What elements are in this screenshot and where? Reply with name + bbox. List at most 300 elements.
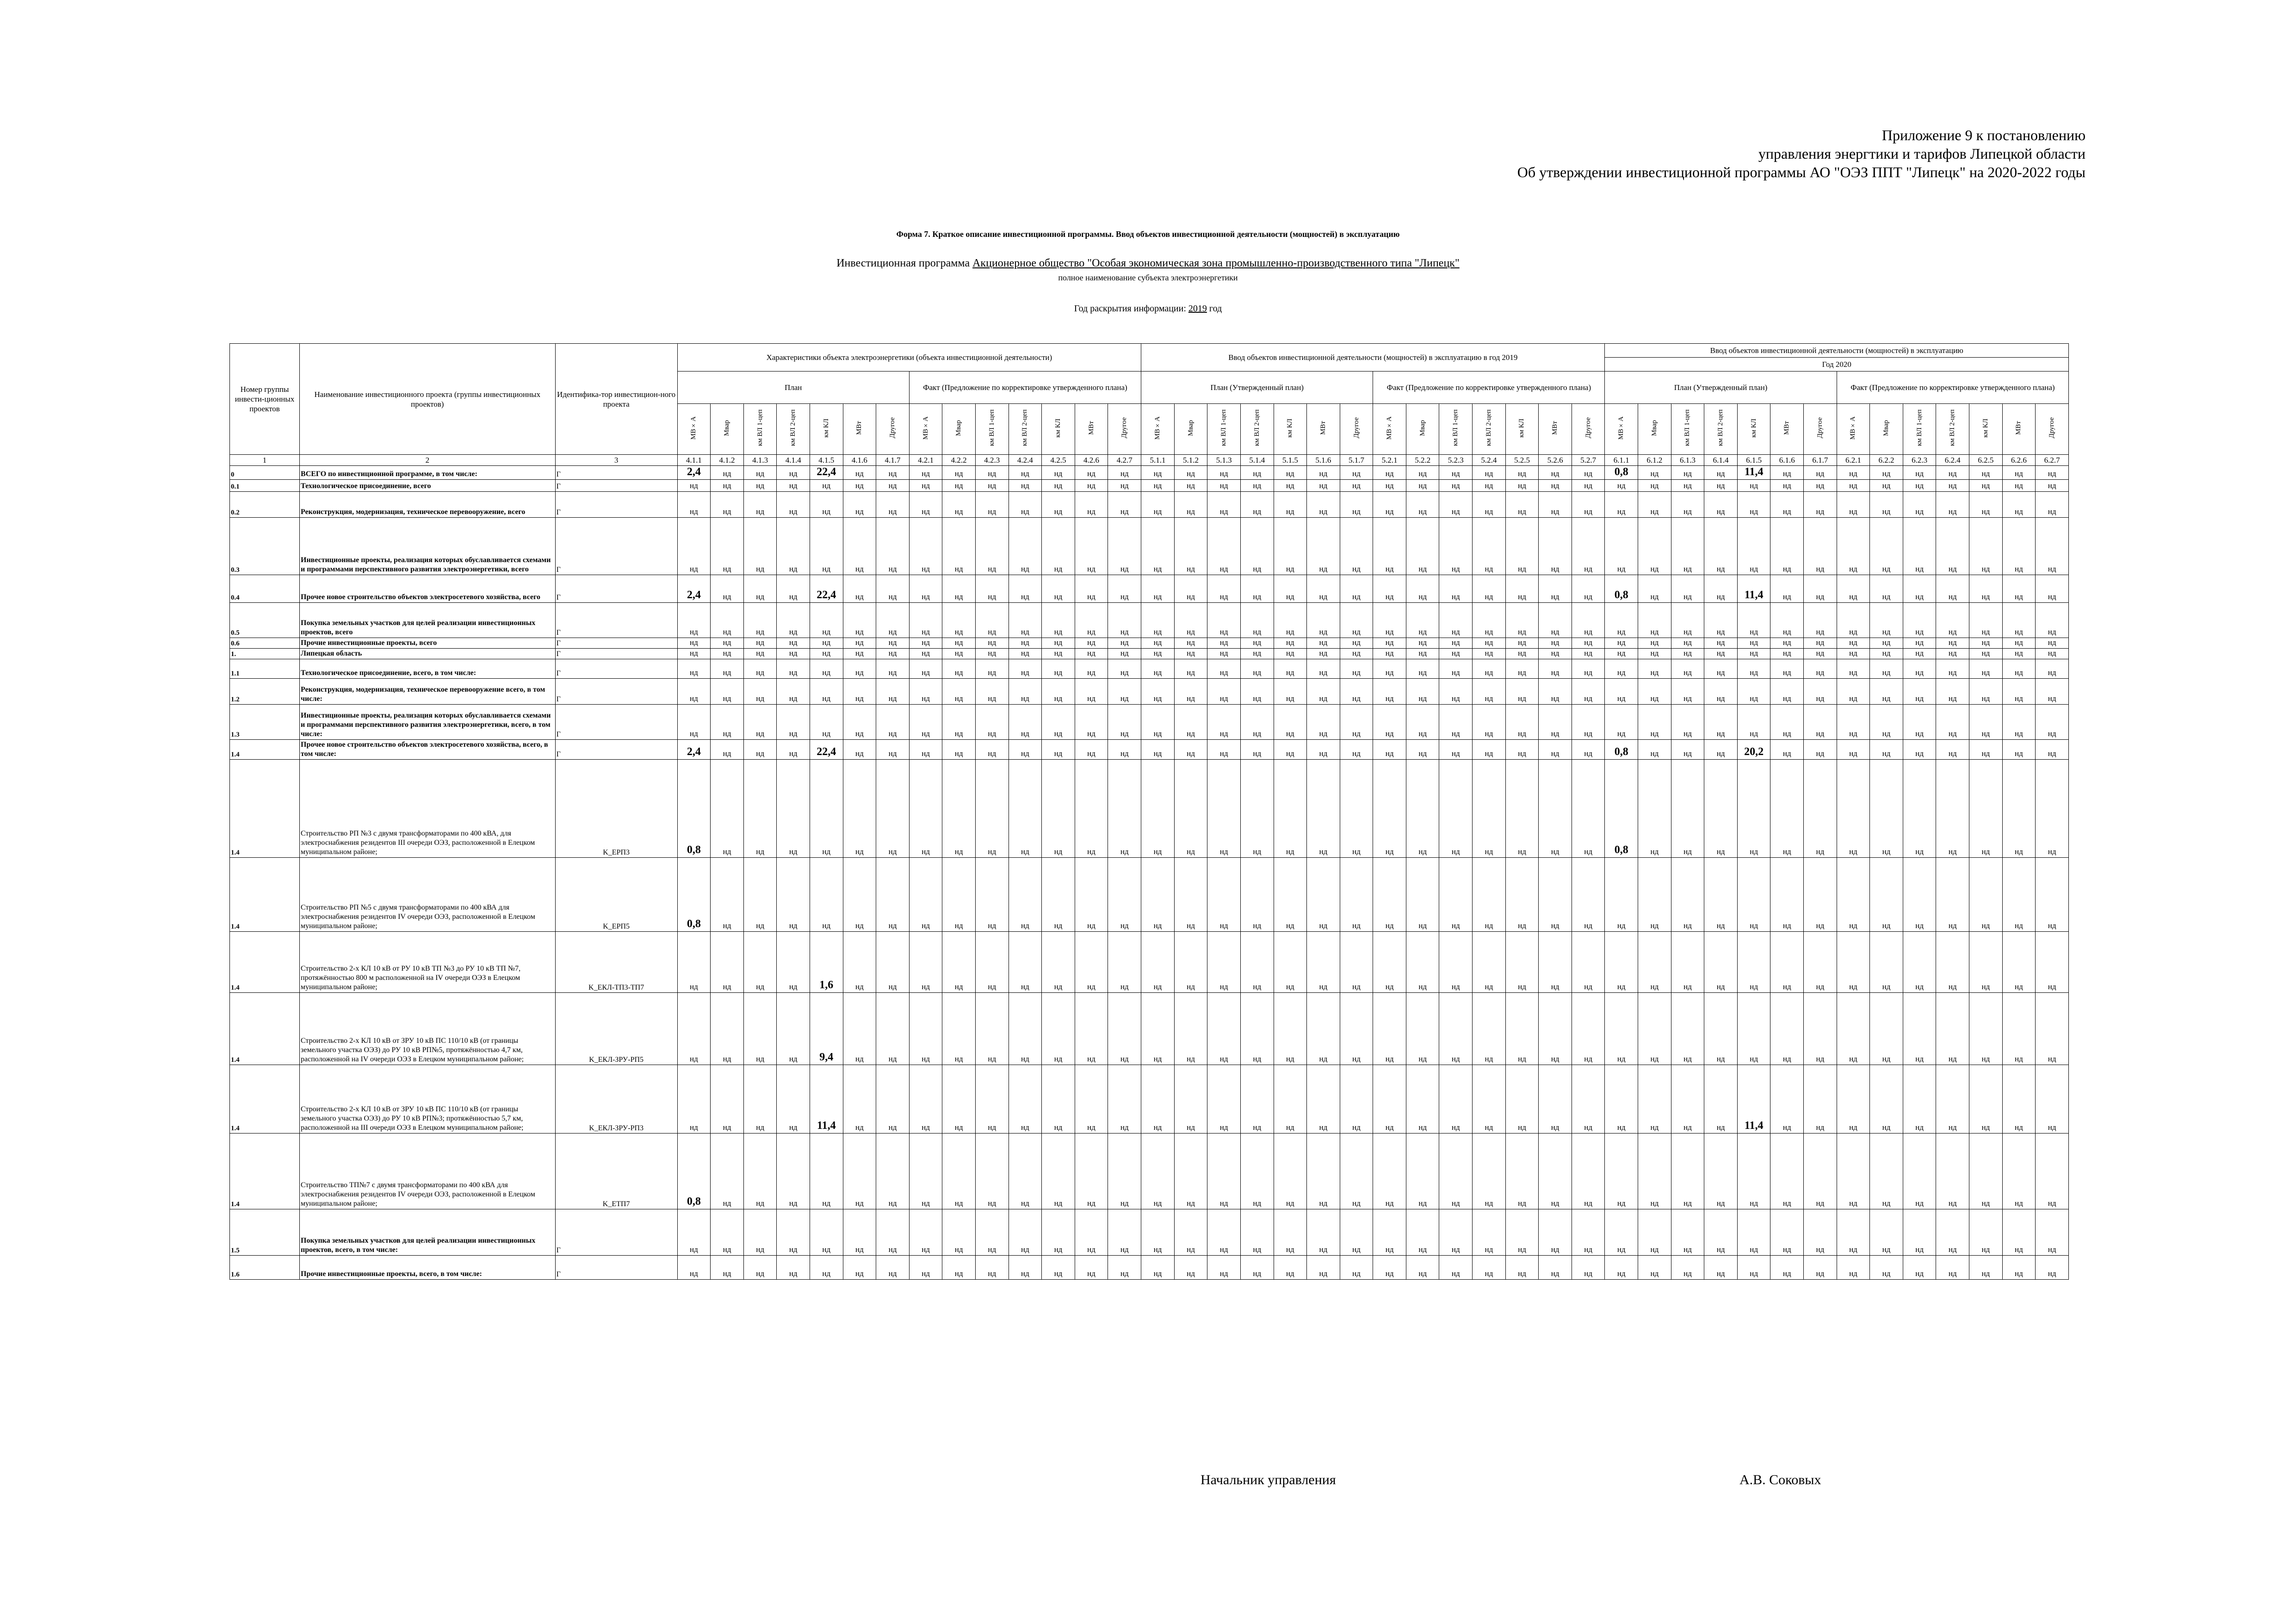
value-cell: нд bbox=[1141, 679, 1175, 705]
value-cell: нд bbox=[810, 858, 843, 932]
value-cell: нд bbox=[711, 659, 744, 679]
value-cell: нд bbox=[843, 575, 876, 603]
value-cell: нд bbox=[2036, 1134, 2069, 1209]
value-cell: нд bbox=[975, 679, 1009, 705]
value-cell: 1,6 bbox=[810, 932, 843, 993]
value-cell: нд bbox=[1969, 492, 2003, 518]
project-name: Инвестиционные проекты, реализация которых обуславливается схемами и программами перспективного развития электроэнергетики, всего, в том числе: bbox=[300, 705, 556, 740]
value-cell: нд bbox=[1539, 649, 1572, 659]
value-cell: нд bbox=[677, 638, 711, 649]
disclosure-year: 2019 bbox=[1188, 304, 1207, 314]
value-cell: нд bbox=[1075, 932, 1108, 993]
header-unit bbox=[1969, 404, 2003, 455]
value-cell: нд bbox=[1505, 466, 1539, 480]
value-cell: нд bbox=[1240, 603, 1274, 638]
value-cell: нд bbox=[1870, 480, 1903, 492]
value-cell: нд bbox=[1969, 1256, 2003, 1280]
value-cell: нд bbox=[1108, 932, 1141, 993]
value-cell: нд bbox=[1903, 659, 1936, 679]
value-cell: нд bbox=[1473, 858, 1506, 932]
value-cell: нд bbox=[1274, 638, 1307, 649]
value-cell: нд bbox=[876, 993, 910, 1065]
column-number: 5.1.6 bbox=[1307, 455, 1340, 466]
value-cell: нд bbox=[2036, 492, 2069, 518]
value-cell: нд bbox=[1009, 480, 1042, 492]
value-cell: нд bbox=[909, 1065, 942, 1134]
header-unit-label: МВ×А bbox=[1849, 416, 1857, 440]
value-cell: нд bbox=[1473, 638, 1506, 649]
value-cell: нд bbox=[1373, 575, 1406, 603]
value-cell: нд bbox=[975, 638, 1009, 649]
value-cell: нд bbox=[2002, 932, 2036, 993]
value-cell: нд bbox=[1539, 705, 1572, 740]
value-cell: нд bbox=[1804, 1134, 1837, 1209]
disclosure-year-line bbox=[0, 304, 2296, 314]
value-cell: нд bbox=[1572, 1209, 1605, 1256]
disclosure-label: Год раскрытия информации: bbox=[1074, 304, 1186, 314]
value-cell: нд bbox=[876, 638, 910, 649]
value-cell: нд bbox=[1737, 603, 1770, 638]
value-cell: нд bbox=[1108, 760, 1141, 858]
table-row bbox=[230, 492, 2069, 518]
value-cell: нд bbox=[2002, 1209, 2036, 1256]
value-cell: нд bbox=[2002, 659, 2036, 679]
value-cell: нд bbox=[1307, 518, 1340, 575]
value-cell: нд bbox=[1108, 518, 1141, 575]
value-cell: нд bbox=[1240, 858, 1274, 932]
header-unit bbox=[975, 404, 1009, 455]
header-unit-label: Другое bbox=[1816, 417, 1824, 439]
value-cell: нд bbox=[1770, 659, 1804, 679]
value-cell: нд bbox=[2036, 1065, 2069, 1134]
value-cell: нд bbox=[1240, 518, 1274, 575]
value-cell: нд bbox=[1605, 705, 1638, 740]
value-cell: нд bbox=[777, 1065, 810, 1134]
header-unit bbox=[1704, 404, 1738, 455]
value-cell: нд bbox=[1539, 603, 1572, 638]
header-col-identifier: Идентифика-тор инвестицион-ного проекта bbox=[555, 344, 677, 455]
value-cell: нд bbox=[1075, 740, 1108, 760]
value-cell: нд bbox=[1770, 603, 1804, 638]
column-number: 4.2.5 bbox=[1042, 455, 1075, 466]
value-cell: нд bbox=[1240, 760, 1274, 858]
value-cell: нд bbox=[2036, 518, 2069, 575]
value-cell: нд bbox=[1671, 480, 1704, 492]
value-cell: нд bbox=[1704, 932, 1738, 993]
project-name: Технологическое присоединение, всего bbox=[300, 480, 556, 492]
value-cell: нд bbox=[1605, 638, 1638, 649]
value-cell: нд bbox=[1837, 466, 1870, 480]
value-cell: нд bbox=[1274, 518, 1307, 575]
value-cell: нд bbox=[1572, 659, 1605, 679]
value-cell: нд bbox=[1274, 679, 1307, 705]
value-cell: нд bbox=[1439, 466, 1473, 480]
project-identifier: K_ЕТП7 bbox=[555, 1134, 677, 1209]
value-cell: нд bbox=[1141, 492, 1175, 518]
row-number: 0.3 bbox=[230, 518, 300, 575]
value-cell: нд bbox=[1704, 492, 1738, 518]
value-cell: нд bbox=[1572, 679, 1605, 705]
value-cell: нд bbox=[711, 575, 744, 603]
value-cell: нд bbox=[1870, 518, 1903, 575]
value-cell: нд bbox=[1704, 603, 1738, 638]
value-cell: 0,8 bbox=[677, 858, 711, 932]
value-cell: нд bbox=[1638, 480, 1671, 492]
value-cell: нд bbox=[743, 575, 777, 603]
value-cell: нд bbox=[1505, 480, 1539, 492]
value-cell: нд bbox=[909, 760, 942, 858]
value-cell: нд bbox=[1505, 858, 1539, 932]
value-cell: нд bbox=[1274, 705, 1307, 740]
value-cell: нд bbox=[1207, 858, 1241, 932]
value-cell: нд bbox=[677, 993, 711, 1065]
value-cell: нд bbox=[843, 1065, 876, 1134]
value-cell: нд bbox=[1340, 705, 1373, 740]
header-unit-label: Мвар bbox=[1187, 420, 1194, 436]
value-cell: нд bbox=[1903, 649, 1936, 659]
value-cell: нд bbox=[1704, 638, 1738, 649]
header-unit bbox=[1307, 404, 1340, 455]
value-cell: нд bbox=[1274, 760, 1307, 858]
value-cell: нд bbox=[843, 480, 876, 492]
project-name: Строительство 2-х КЛ 10 кВ от РУ 10 кВ ТП №3 до РУ 10 кВ ТП №7, протяжённостью 800 м расположенной на IV очереди ОЭЗ в Елецком муниципальном районе; bbox=[300, 932, 556, 993]
value-cell: нд bbox=[1770, 858, 1804, 932]
value-cell: нд bbox=[1373, 1209, 1406, 1256]
header-unit bbox=[1870, 404, 1903, 455]
project-name: Покупка земельных участков для целей реализации инвестиционных проектов, всего, в том числе: bbox=[300, 1209, 556, 1256]
value-cell: нд bbox=[1108, 480, 1141, 492]
program-sublabel: полное наименование субъекта электроэнергетики bbox=[1058, 273, 1238, 282]
value-cell: нд bbox=[876, 492, 910, 518]
value-cell: нд bbox=[1572, 466, 1605, 480]
value-cell: нд bbox=[1373, 466, 1406, 480]
project-name: Строительство РП №5 с двумя трансформаторами по 400 кВА для электроснабжения резидентов IV очереди ОЭЗ, расположенной в Елецком муниципальном районе; bbox=[300, 858, 556, 932]
value-cell: нд bbox=[1009, 466, 1042, 480]
column-number: 4.1.5 bbox=[810, 455, 843, 466]
value-cell: 11,4 bbox=[1737, 466, 1770, 480]
value-cell: нд bbox=[1174, 1065, 1207, 1134]
program-prefix: Инвестиционная программа bbox=[836, 257, 970, 269]
project-name: ВСЕГО по инвестиционной программе, в том числе: bbox=[300, 466, 556, 480]
value-cell: нд bbox=[1473, 603, 1506, 638]
value-cell: нд bbox=[711, 705, 744, 740]
column-number: 4.2.2 bbox=[942, 455, 976, 466]
value-cell: нд bbox=[909, 858, 942, 932]
value-cell: нд bbox=[1870, 1065, 1903, 1134]
header-unit-label: Мвар bbox=[1650, 420, 1658, 436]
value-cell: нд bbox=[1638, 1209, 1671, 1256]
value-cell: нд bbox=[743, 492, 777, 518]
value-cell: 11,4 bbox=[1737, 575, 1770, 603]
value-cell: нд bbox=[1804, 1256, 1837, 1280]
project-name: Прочие инвестиционные проекты, всего, в том числе: bbox=[300, 1256, 556, 1280]
header-unit bbox=[1671, 404, 1704, 455]
value-cell: нд bbox=[909, 659, 942, 679]
value-cell: нд bbox=[677, 1256, 711, 1280]
value-cell: нд bbox=[1439, 760, 1473, 858]
value-cell: нд bbox=[1075, 575, 1108, 603]
header-unit-label: км ВЛ 1-цеп bbox=[1220, 409, 1228, 446]
header-unit bbox=[1373, 404, 1406, 455]
header-unit-label: км КЛ bbox=[1518, 418, 1526, 438]
value-cell: нд bbox=[2002, 993, 2036, 1065]
value-cell: нд bbox=[1439, 492, 1473, 518]
value-cell: нд bbox=[743, 1134, 777, 1209]
value-cell: нд bbox=[909, 480, 942, 492]
header-unit-label: МВ×А bbox=[1153, 416, 1161, 440]
column-number: 5.2.1 bbox=[1373, 455, 1406, 466]
value-cell: нд bbox=[1240, 480, 1274, 492]
header-unit-label: км ВЛ 2-цеп bbox=[1485, 409, 1492, 446]
header-unit-label: км КЛ bbox=[1286, 418, 1294, 438]
value-cell: нд bbox=[1804, 858, 1837, 932]
value-cell: нд bbox=[1075, 603, 1108, 638]
value-cell: нд bbox=[843, 492, 876, 518]
value-cell: нд bbox=[1903, 679, 1936, 705]
value-cell: нд bbox=[1770, 993, 1804, 1065]
value-cell: нд bbox=[942, 603, 976, 638]
value-cell: 0,8 bbox=[677, 760, 711, 858]
value-cell: нд bbox=[1207, 705, 1241, 740]
value-cell: нд bbox=[1969, 858, 2003, 932]
value-cell: нд bbox=[711, 603, 744, 638]
header-unit-label: Мвар bbox=[1418, 420, 1426, 436]
value-cell: нд bbox=[1704, 679, 1738, 705]
header-unit bbox=[1141, 404, 1175, 455]
column-number: 5.2.6 bbox=[1539, 455, 1572, 466]
header-unit bbox=[1075, 404, 1108, 455]
header-unit bbox=[1207, 404, 1241, 455]
header-unit-label: МВ×А bbox=[690, 416, 698, 440]
value-cell: нд bbox=[1340, 466, 1373, 480]
header-unit-label: Другое bbox=[888, 417, 896, 439]
value-cell: нд bbox=[2036, 760, 2069, 858]
value-cell: нд bbox=[1439, 858, 1473, 932]
value-cell: нд bbox=[1671, 466, 1704, 480]
table-row bbox=[230, 480, 2069, 492]
value-cell: нд bbox=[1936, 858, 1969, 932]
value-cell: нд bbox=[1075, 518, 1108, 575]
value-cell: нд bbox=[1307, 705, 1340, 740]
value-cell: нд bbox=[1903, 603, 1936, 638]
value-cell: нд bbox=[1042, 1065, 1075, 1134]
value-cell: нд bbox=[1770, 679, 1804, 705]
header-unit bbox=[777, 404, 810, 455]
value-cell: нд bbox=[1439, 575, 1473, 603]
header-unit-label: км ВЛ 2-цеп bbox=[1717, 409, 1725, 446]
value-cell: 11,4 bbox=[810, 1065, 843, 1134]
value-cell: нд bbox=[2036, 1209, 2069, 1256]
value-cell: нд bbox=[1804, 1065, 1837, 1134]
value-cell: нд bbox=[843, 603, 876, 638]
value-cell: нд bbox=[1240, 649, 1274, 659]
value-cell: нд bbox=[1473, 575, 1506, 603]
table-row bbox=[230, 1134, 2069, 1209]
header-unit-label: км ВЛ 2-цеп bbox=[789, 409, 797, 446]
value-cell: нд bbox=[1671, 649, 1704, 659]
value-cell: нд bbox=[1539, 466, 1572, 480]
value-cell: 0,8 bbox=[677, 1134, 711, 1209]
value-cell: нд bbox=[743, 659, 777, 679]
value-cell: нд bbox=[942, 492, 976, 518]
value-cell: нд bbox=[1903, 518, 1936, 575]
value-cell: нд bbox=[1605, 679, 1638, 705]
value-cell: нд bbox=[1837, 932, 1870, 993]
value-cell: нд bbox=[1207, 638, 1241, 649]
row-number: 1.2 bbox=[230, 679, 300, 705]
project-identifier: Г bbox=[555, 659, 677, 679]
value-cell: нд bbox=[1837, 679, 1870, 705]
value-cell: нд bbox=[1373, 603, 1406, 638]
value-cell: нд bbox=[1473, 1256, 1506, 1280]
value-cell: нд bbox=[1505, 492, 1539, 518]
table-row bbox=[230, 575, 2069, 603]
value-cell: нд bbox=[1804, 740, 1837, 760]
header-line-3: Об утверждении инвестиционной программы АО "ОЭЗ ППТ "Липецк" на 2020-2022 годы bbox=[1517, 164, 2086, 180]
value-cell: нд bbox=[1605, 492, 1638, 518]
value-cell: нд bbox=[1936, 705, 1969, 740]
value-cell: нд bbox=[942, 575, 976, 603]
value-cell: нд bbox=[1406, 858, 1439, 932]
value-cell: нд bbox=[1969, 659, 2003, 679]
value-cell: нд bbox=[1770, 638, 1804, 649]
value-cell: нд bbox=[1307, 480, 1340, 492]
value-cell: нд bbox=[1042, 649, 1075, 659]
value-cell: нд bbox=[711, 679, 744, 705]
project-name: Прочее новое строительство объектов электросетевого хозяйства, всего bbox=[300, 575, 556, 603]
header-unit-label: км КЛ bbox=[1054, 418, 1062, 438]
value-cell: нд bbox=[743, 932, 777, 993]
value-cell: нд bbox=[1473, 993, 1506, 1065]
value-cell: нд bbox=[1572, 480, 1605, 492]
value-cell: нд bbox=[1671, 638, 1704, 649]
row-number: 1.4 bbox=[230, 1134, 300, 1209]
column-number: 5.2.2 bbox=[1406, 455, 1439, 466]
column-number: 5.1.1 bbox=[1141, 455, 1175, 466]
value-cell: нд bbox=[876, 518, 910, 575]
header-col-name: Наименование инвестиционного проекта (группы инвестиционных проектов) bbox=[300, 344, 556, 455]
value-cell: нд bbox=[2002, 603, 2036, 638]
value-cell: нд bbox=[1473, 932, 1506, 993]
header-unit bbox=[1240, 404, 1274, 455]
value-cell: нд bbox=[1340, 1209, 1373, 1256]
value-cell: нд bbox=[777, 492, 810, 518]
value-cell: нд bbox=[1704, 518, 1738, 575]
value-cell: нд bbox=[1075, 993, 1108, 1065]
project-identifier: Г bbox=[555, 705, 677, 740]
value-cell: нд bbox=[1009, 1209, 1042, 1256]
value-cell: нд bbox=[1704, 480, 1738, 492]
value-cell: нд bbox=[1141, 1256, 1175, 1280]
value-cell: нд bbox=[1870, 659, 1903, 679]
value-cell: нд bbox=[1671, 1209, 1704, 1256]
value-cell: нд bbox=[1671, 1134, 1704, 1209]
value-cell: нд bbox=[1671, 518, 1704, 575]
value-cell: нд bbox=[1042, 705, 1075, 740]
value-cell: нд bbox=[1671, 1256, 1704, 1280]
value-cell: нд bbox=[1009, 1256, 1042, 1280]
value-cell: нд bbox=[1406, 575, 1439, 603]
value-cell: нд bbox=[975, 603, 1009, 638]
value-cell: нд bbox=[1406, 518, 1439, 575]
row-number: 0.6 bbox=[230, 638, 300, 649]
value-cell: нд bbox=[1704, 466, 1738, 480]
value-cell: нд bbox=[975, 1134, 1009, 1209]
value-cell: нд bbox=[1108, 1065, 1141, 1134]
value-cell: нд bbox=[876, 466, 910, 480]
table-row bbox=[230, 638, 2069, 649]
value-cell: нд bbox=[1671, 858, 1704, 932]
value-cell: нд bbox=[1770, 575, 1804, 603]
value-cell: нд bbox=[1042, 518, 1075, 575]
value-cell: нд bbox=[1936, 466, 1969, 480]
value-cell: нд bbox=[810, 603, 843, 638]
column-number: 5.2.4 bbox=[1473, 455, 1506, 466]
value-cell: нд bbox=[1572, 760, 1605, 858]
value-cell: нд bbox=[843, 518, 876, 575]
program-line bbox=[0, 257, 2296, 270]
value-cell: нд bbox=[1340, 993, 1373, 1065]
column-number: 6.2.7 bbox=[2036, 455, 2069, 466]
value-cell: нд bbox=[1141, 1134, 1175, 1209]
value-cell: нд bbox=[1108, 858, 1141, 932]
value-cell: нд bbox=[1406, 679, 1439, 705]
value-cell: нд bbox=[843, 705, 876, 740]
value-cell: нд bbox=[1936, 659, 1969, 679]
value-cell: нд bbox=[1804, 993, 1837, 1065]
column-number: 6.2.3 bbox=[1903, 455, 1936, 466]
value-cell: нд bbox=[1969, 603, 2003, 638]
value-cell: нд bbox=[2036, 659, 2069, 679]
value-cell: нд bbox=[743, 1256, 777, 1280]
row-number: 1.4 bbox=[230, 858, 300, 932]
value-cell: нд bbox=[843, 649, 876, 659]
value-cell: нд bbox=[1903, 575, 1936, 603]
value-cell: нд bbox=[1605, 1134, 1638, 1209]
value-cell: нд bbox=[1969, 679, 2003, 705]
value-cell: нд bbox=[1737, 1209, 1770, 1256]
value-cell: нд bbox=[777, 603, 810, 638]
value-cell: нд bbox=[1903, 705, 1936, 740]
value-cell: нд bbox=[909, 1256, 942, 1280]
value-cell: нд bbox=[677, 603, 711, 638]
value-cell: нд bbox=[1671, 993, 1704, 1065]
row-number: 0 bbox=[230, 466, 300, 480]
value-cell: нд bbox=[843, 858, 876, 932]
value-cell: нд bbox=[2036, 603, 2069, 638]
value-cell: нд bbox=[942, 1209, 976, 1256]
column-number: 6.2.4 bbox=[1936, 455, 1969, 466]
value-cell: нд bbox=[1936, 740, 1969, 760]
value-cell: нд bbox=[1141, 480, 1175, 492]
value-cell: нд bbox=[1671, 1065, 1704, 1134]
header-line-1: Приложение 9 к постановлению bbox=[1881, 127, 2086, 143]
value-cell: нд bbox=[711, 492, 744, 518]
header-unit bbox=[843, 404, 876, 455]
project-name: Липецкая область bbox=[300, 649, 556, 659]
column-number: 6.1.5 bbox=[1737, 455, 1770, 466]
column-number: 5.2.3 bbox=[1439, 455, 1473, 466]
value-cell: нд bbox=[743, 993, 777, 1065]
value-cell: нд bbox=[1473, 480, 1506, 492]
value-cell: нд bbox=[1274, 858, 1307, 932]
project-identifier: Г bbox=[555, 480, 677, 492]
value-cell: нд bbox=[1737, 1256, 1770, 1280]
value-cell: нд bbox=[1605, 993, 1638, 1065]
header-unit bbox=[1638, 404, 1671, 455]
investment-table bbox=[229, 343, 2069, 1280]
header-unit-label: МВт bbox=[1551, 421, 1559, 435]
